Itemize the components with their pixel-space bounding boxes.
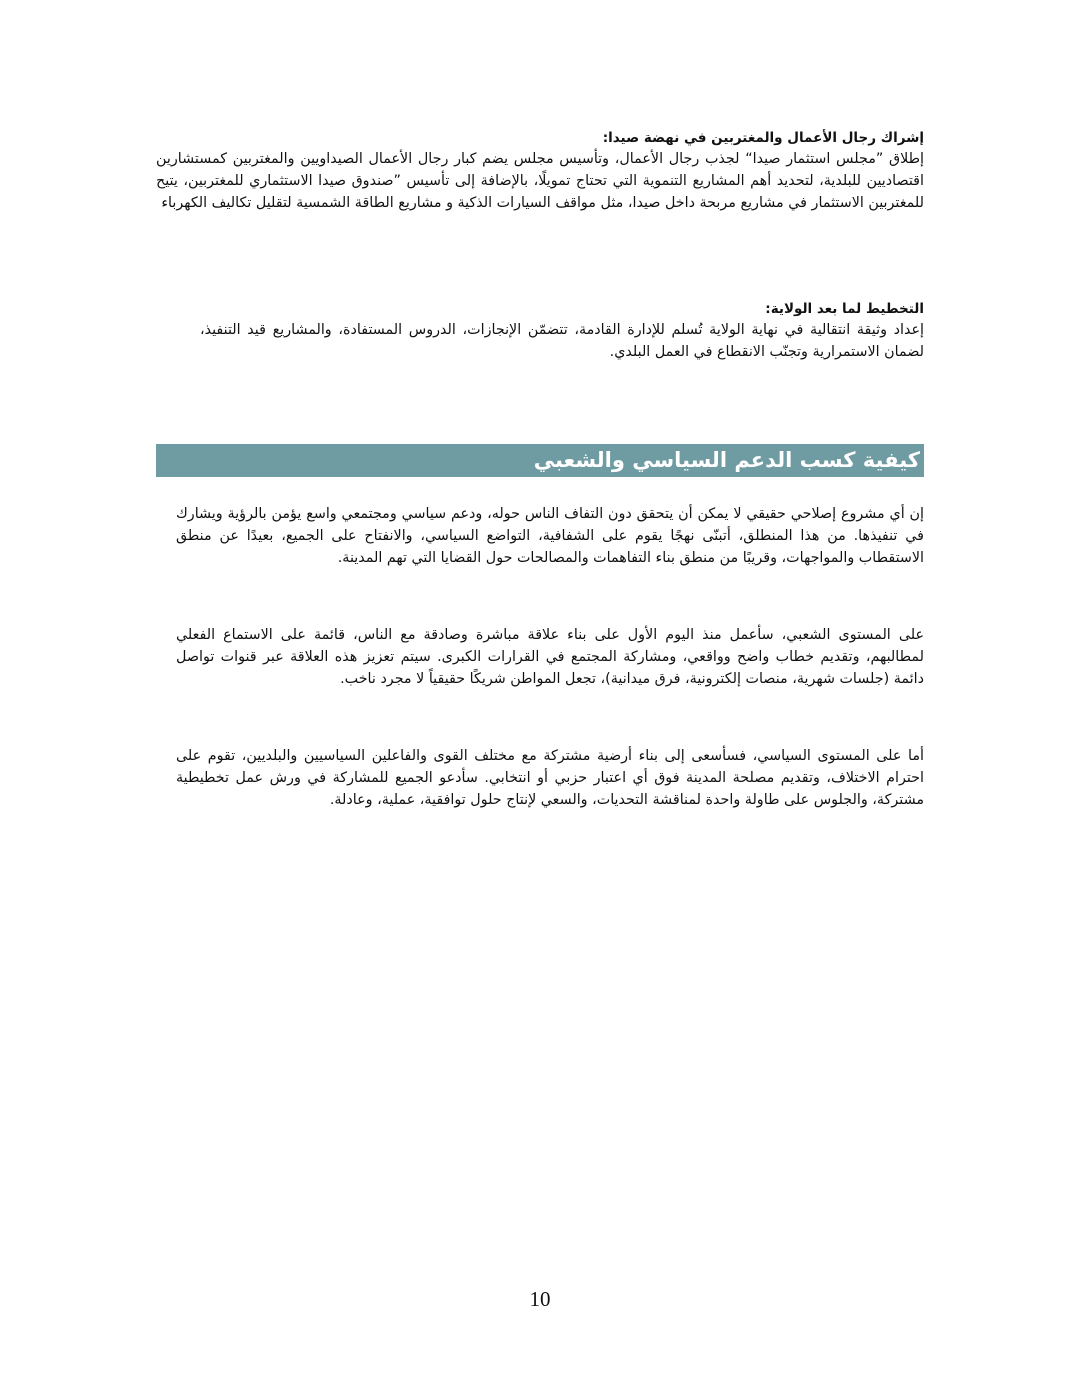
paragraph-text: أما على المستوى السياسي، فسأسعى إلى بناء أرضية مشتركة مع مختلف القوى والفاعلين السياسيين والبلديين، تقوم على احترام الاختلاف، وتقديم مصلحة المدينة فوق أي اعتبار حزبي أو انتخابي. سأدعو الجميع للمشاركة في ورش عمل تخطيطية مشتركة، والجلوس على طاولة واحدة لمناقشة التحديات، والسعي لإنتاج حلول توافقية، عملية، وعادلة. [176,748,924,808]
chapter-title: كيفية كسب الدعم السياسي والشعبي [533,448,920,472]
section-heading: التخطيط لما بعد الولاية: [765,301,924,317]
chapter-banner [156,444,924,477]
paragraph-text: على المستوى الشعبي، سأعمل منذ اليوم الأول على بناء علاقة مباشرة وصادقة مع الناس، قائمة على الاستماع الفعلي لمطالبهم، وتقديم خطاب واضح وواقعي، ومشاركة المجتمع في القرارات الكبرى. سيتم تعزيز هذه العلاقة عبر قنوات تواصل دائمة (جلسات شهرية، منصات إلكترونية، فرق ميدانية)، تجعل المواطن شريكًا حقيقياً لا مجرد ناخب. [176,627,924,687]
section-body: إطلاق ”مجلس استثمار صيدا“ لجذب رجال الأعمال، وتأسيس مجلس يضم كبار رجال الأعمال الصيداويين والمغتربين كمستشارين اقتصاديين للبلدية، لتحديد أهم المشاريع التنموية التي تحتاج تمويلًا، بالإضافة إلى تأسيس ”صندوق صيدا الاستثماري للمغتربين، يتيح للمغتربين الاستثمار في مشاريع مربحة داخل صيدا، مثل مواقف السيارات الذكية و مشاريع الطاقة الشمسية لتقليل تكاليف الكهرباء [156,151,924,211]
paragraph-political-level [176,745,924,811]
paragraph-popular-level [176,624,924,690]
page-number: 10 [529,1287,551,1311]
paragraph-reform-support [176,503,924,569]
section-post-term-planning [156,299,924,363]
section-diaspora-engagement [156,128,924,214]
section-body: إعداد وثيقة انتقالية في نهاية الولاية تُسلم للإدارة القادمة، تتضمّن الإنجازات، الدروس المستفادة، والمشاريع قيد التنفيذ، لضمان الاستمرارية وتجنّب الانقطاع في العمل البلدي. [200,322,924,360]
paragraph-text: إن أي مشروع إصلاحي حقيقي لا يمكن أن يتحقق دون التفاف الناس حوله، ودعم سياسي ومجتمعي واسع يؤمن بالرؤية ويشارك في تنفيذها. من هذا المنطلق، أتبنّى نهجًا يقوم على الشفافية، التواضع السياسي، والانفتاح على الجميع، بعيدًا عن منطق الاستقطاب والمواجهات، وقريبًا من منطق بناء التفاهمات والمصالحات حول القضايا التي تهم المدينة. [176,506,924,566]
section-heading: إشراك رجال الأعمال والمغتربين في نهضة صيدا: [602,130,924,146]
